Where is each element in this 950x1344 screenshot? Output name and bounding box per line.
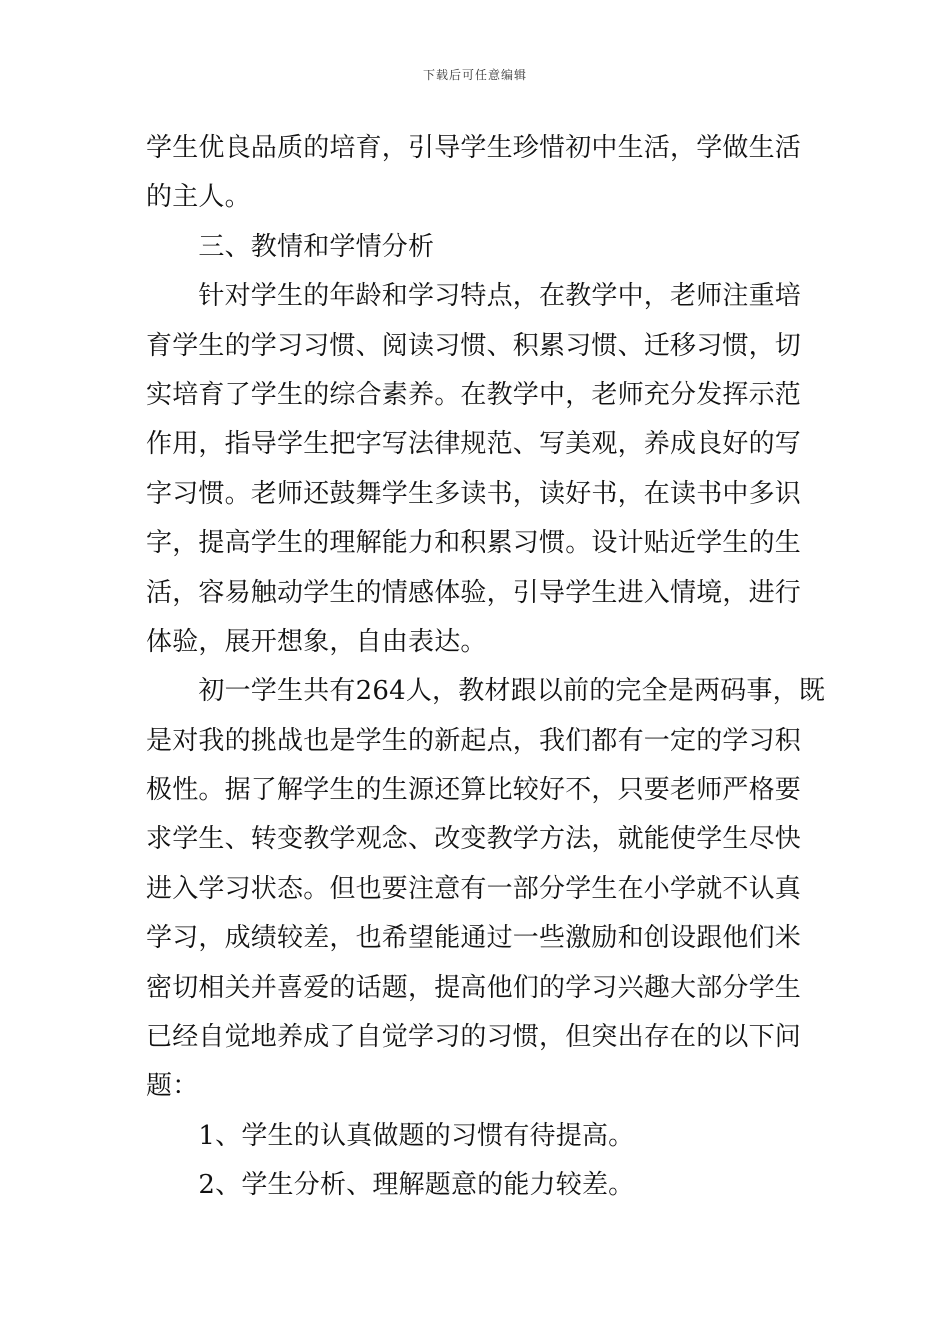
- text-line: 活，容易触动学生的情感体验，引导学生进入情境，进行: [146, 577, 802, 608]
- text-line: 求学生、转变教学观念、改变教学方法，就能使学生尽快: [146, 824, 802, 855]
- text-line: 育学生的学习习惯、阅读习惯、积累习惯、迁移习惯，切: [146, 330, 802, 361]
- text-line: 题：: [146, 1071, 199, 1102]
- text-line: 针对学生的年龄和学习特点，在教学中，老师注重培: [146, 281, 802, 312]
- list-item: 2、学生分析、理解题意的能力较差。: [146, 1170, 635, 1201]
- section-heading: 三、教情和学情分析: [146, 231, 435, 262]
- text-line: 实培育了学生的综合素养。在教学中，老师充分发挥示范: [146, 379, 802, 410]
- text-line: 字习惯。老师还鼓舞学生多读书，读好书，在读书中多识: [146, 478, 802, 509]
- text-line: 学习，成绩较差，也希望能通过一些激励和创设跟他们米: [146, 923, 802, 954]
- list-item: 1、学生的认真做题的习惯有待提高。: [146, 1120, 635, 1151]
- text-line: 极性。据了解学生的生源还算比较好不，只要老师严格要: [146, 775, 802, 806]
- text-line: 是对我的挑战也是学生的新起点，我们都有一定的学习积: [146, 725, 802, 756]
- text-line: 的主人。: [146, 182, 251, 213]
- text-line: 已经自觉地养成了自觉学习的习惯，但突出存在的以下问: [146, 1022, 802, 1053]
- text-line: 初一学生共有264人，教材跟以前的完全是两码事，既: [146, 676, 826, 707]
- text-line: 密切相关并喜爱的话题，提高他们的学习兴趣大部分学生: [146, 972, 802, 1003]
- text-line: 进入学习状态。但也要注意有一部分学生在小学就不认真: [146, 873, 802, 904]
- text-line: 学生优良品质的培育，引导学生珍惜初中生活，学做生活: [146, 133, 802, 163]
- text-line: 体验，展开想象，自由表达。: [146, 626, 487, 657]
- page-header: 下载后可任意编辑: [422, 68, 527, 82]
- document-body: [146, 124, 826, 1211]
- text-line: 作用，指导学生把字写法律规范、写美观，养成良好的写: [146, 429, 802, 460]
- text-line: 字，提高学生的理解能力和积累习惯。设计贴近学生的生: [146, 528, 802, 559]
